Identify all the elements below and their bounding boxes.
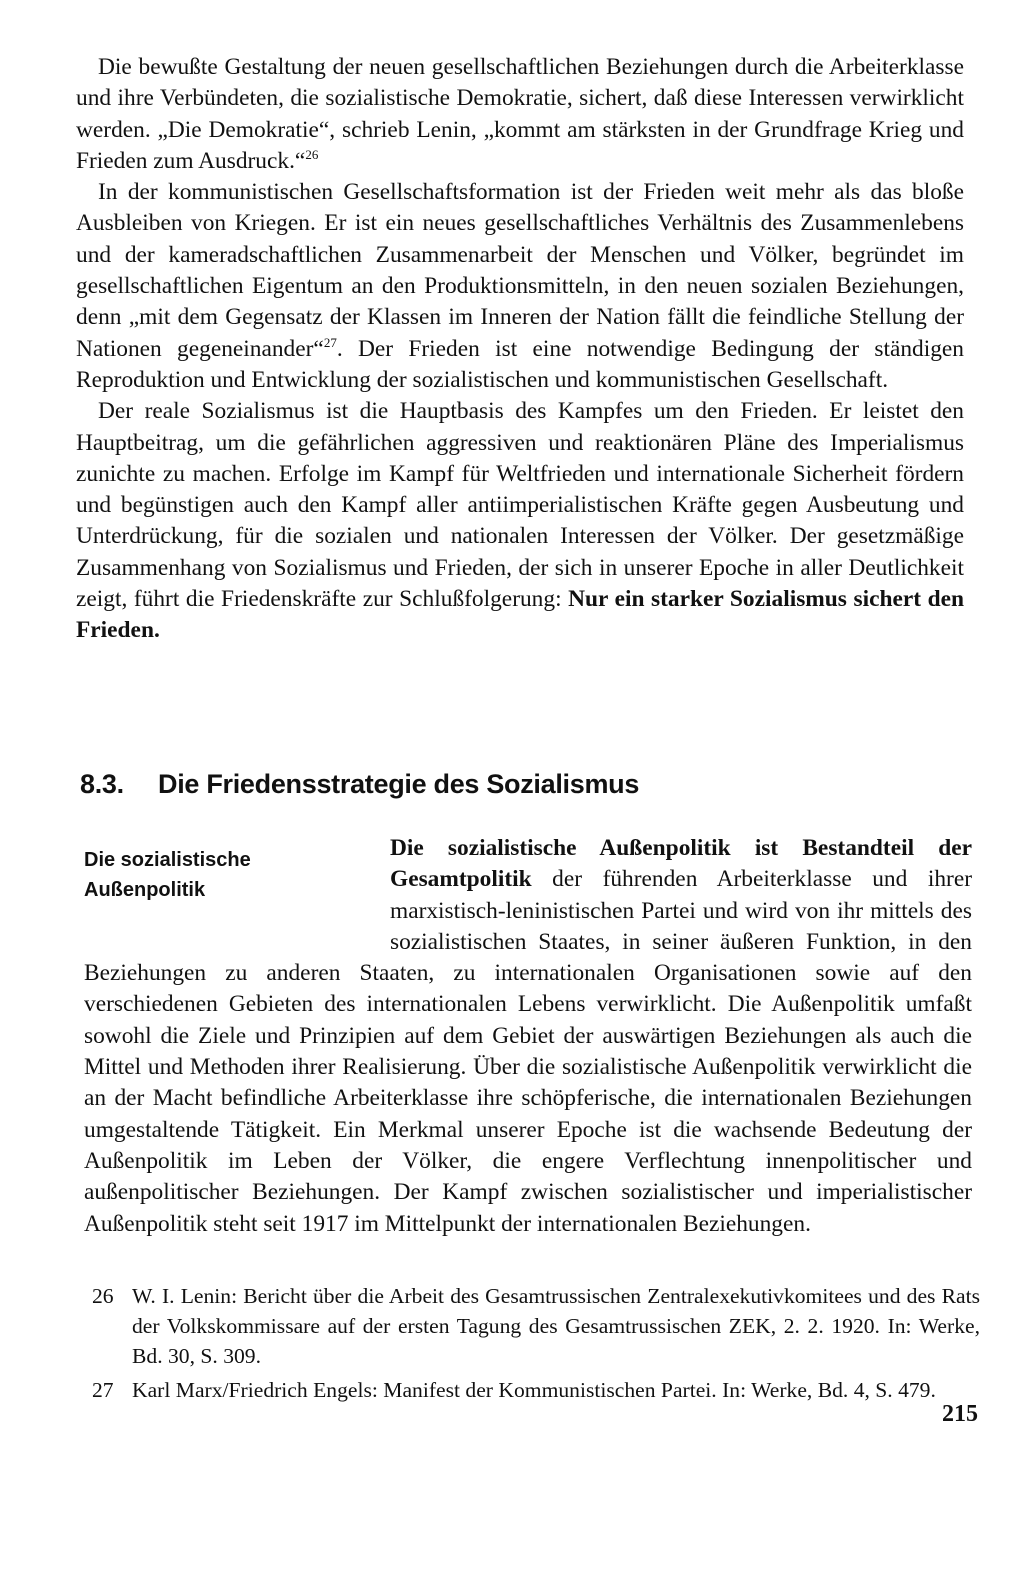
paragraph-text: Die bewußte Gestaltung der neuen gesellschaftlichen Beziehungen durch die Arbeiterklasse und ihre Verbündeten, die sozialistische Demokratie, sichert, daß diese Interessen verwirklicht werden. „Die Demokratie“, schrieb Lenin, „kommt am stärksten in der Grundfrage Krieg und Frieden zum Ausdruck.“	[76, 54, 964, 174]
footnote-ref: 26	[305, 147, 319, 163]
paragraph-democracy	[76, 52, 964, 177]
emphasis-conclusion: Nur ein starker Sozialismus sichert den Frieden.	[76, 586, 964, 644]
footnote-text: W. I. Lenin: Bericht über die Arbeit des Gesamtrussischen Zentralexekutivkomitees und des Rats der Volkskommissare auf der ersten Tagung des Gesamtrussischen ZEK, 2. 2. 1920. In: Werke, Bd. 30, S. 309.	[132, 1284, 980, 1368]
section-number: 8.3.	[80, 769, 124, 799]
paragraph-peace-formation	[76, 177, 964, 396]
section-body	[84, 833, 972, 1240]
section-lead: Die sozialistische Außenpolitik ist Bestandteil der Gesamtpolitik	[390, 835, 972, 893]
intro-text	[76, 52, 964, 647]
footnote-ref: 27	[323, 334, 337, 350]
footnote-number: 27	[92, 1378, 114, 1402]
footnote-26	[92, 1281, 980, 1371]
side-heading-spacer	[84, 833, 390, 927]
section-heading	[80, 769, 639, 800]
side-heading-line: Außenpolitik	[84, 879, 206, 901]
section-title: Die Friedensstrategie des Sozialismus	[158, 769, 640, 799]
section-text: der führenden Arbeiterklasse und ihrer marxistisch-leninistischen Partei und wird von ihr mittels des sozialistischen Staates, in seiner äußeren Funktion, in den Beziehungen zu anderen Staaten, zu internationalen Organisationen sowie auf den verschiedenen Gebieten des internationalen Lebens verwirklicht. Die Außenpolitik umfaßt sowohl die Ziele und Prinzipien auf dem Gebiet der auswärtigen Beziehungen als auch die Mittel und Methoden ihrer Realisierung. Über die sozialistische Außenpolitik verwirklicht die an der Macht befindliche Arbeiterklasse ihre schöpferische, die internationalen Beziehungen umgestaltende Tätigkeit. Ein Merkmal unserer Epoche ist die wachsende Bedeutung der Außenpolitik im Leben der Völker, die engere Verflechtung innenpolitischer und außenpolitischer Beziehungen. Der Kampf zwischen sozialistischer und imperialistischer Außenpolitik steht seit 1917 im Mittelpunkt der internationalen Beziehungen.	[84, 866, 972, 1237]
footnotes	[92, 1281, 980, 1409]
page-number: 215	[942, 1401, 978, 1427]
side-heading-line: Die sozialistische	[84, 849, 251, 871]
paragraph-text: Der reale Sozialismus ist die Hauptbasis des Kampfes um den Frieden. Er leistet den Hauptbeitrag, um die gefährlichen aggressiven und reaktionären Pläne des Imperialismus zunichte zu machen. Erfolge im Kampf für Weltfrieden und internationale Sicherheit fördern und begünstigen auch den Kampf aller antiimperialistischen Kräfte gegen Ausbeutung und Unterdrückung, für die sozialen und nationalen Interessen der Völker. Der gesetzmäßige Zusammenhang von Sozialismus und Frieden, der sich in unserer Epoche in aller Deutlichkeit zeigt, führt die Friedenskräfte zur Schlußfolgerung:	[76, 398, 964, 613]
footnote-text: Karl Marx/Friedrich Engels: Manifest der Kommunistischen Partei. In: Werke, Bd. 4, S. 479.	[132, 1378, 936, 1402]
paragraph-text: In der kommunistischen Gesellschaftsformation ist der Frieden weit mehr als das bloße Ausbleiben von Kriegen. Er ist ein neues gesellschaftliches Verhältnis des Zusammenlebens und der kameradschaftlichen Zusammenarbeit der Menschen und Völker, begründet im gesellschaftlichen Eigentum an den Produktionsmitteln, in den neuen sozialen Beziehungen, denn „mit dem Gegensatz der Klassen im Inneren der Nation fällt die feindliche Stellung der Nationen gegeneinander“	[76, 179, 964, 362]
paragraph-text-continued: . Der Frieden ist eine notwendige Bedingung der ständigen Reproduktion und Entwicklung der sozialistischen und kommunistischen Gesellschaft.	[76, 335, 965, 393]
footnote-number: 26	[92, 1284, 114, 1308]
footnote-27	[92, 1375, 980, 1405]
paragraph-real-socialism	[76, 396, 964, 646]
